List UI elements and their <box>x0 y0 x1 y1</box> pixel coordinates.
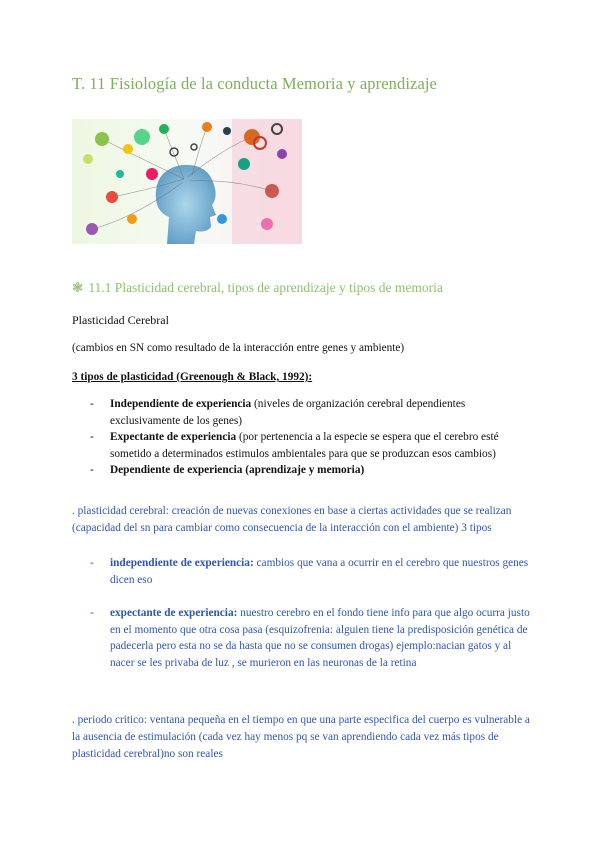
section-heading <box>72 280 443 296</box>
list-item: - Expectante de experiencia (por pertenencia a la especie se espera que el cerebro esté sometido a determinados estimulos ambientales para que se produzcan esos cambios) <box>90 431 499 460</box>
flower-icon: ❃ <box>72 280 84 295</box>
page-title: T. 11 Fisiología de la conducta Memoria y aprendizaje <box>72 74 437 93</box>
note-critical: . periodo critico: ventana pequeña en el tiempo en que una parte especifica del cuerpo es vulnerable a la ausencia de estimulación (cada vez hay menos pq se van aprendiendo cada vez más tipos de plasticidad cerebral)no son reales <box>72 714 530 760</box>
note-plasticity: . plasticidad cerebral: creación de nuevas conexiones en base a ciertas actividades que se realizan (capacidad del sn para cambiar como consecuencia de la interacción con el ambiente) 3 tipos <box>72 505 512 534</box>
list-item: - Independiente de experiencia (niveles de organización cerebral dependientes exclusivamente de los genes) <box>90 398 466 427</box>
list-item: - Dependiente de experiencia (aprendizaje y memoria) <box>90 464 365 476</box>
intro-text: (cambios en SN como resultado de la interacción entre genes y ambiente) <box>72 342 405 354</box>
subheading-plasticidad: Plasticidad Cerebral <box>72 313 169 327</box>
list-item: - expectante de experiencia: nuestro cerebro en el fondo tiene info para que algo ocurra justo en el momento que otra cosa pasa (esquizofrenia: alguien tiene la predisposición genética de padecerla pero esta no se da hasta que no se consumen drogas) ejemplo:nacian gatos y al nacer se les privaba de luz , se murieron en las neuronas de la retina <box>90 607 530 669</box>
brain-illustration <box>72 119 302 244</box>
types-list <box>72 396 532 479</box>
section-title: 11.1 Plasticidad cerebral, tipos de aprendizaje y tipos de memoria <box>88 280 443 295</box>
list-item: - independiente de experiencia: cambios que vana a ocurrir en el cerebro que nuestros genes dicen eso <box>90 557 529 586</box>
notes-list <box>72 555 532 671</box>
types-heading: 3 tipos de plasticidad (Greenough & Black, 1992): <box>72 371 313 383</box>
